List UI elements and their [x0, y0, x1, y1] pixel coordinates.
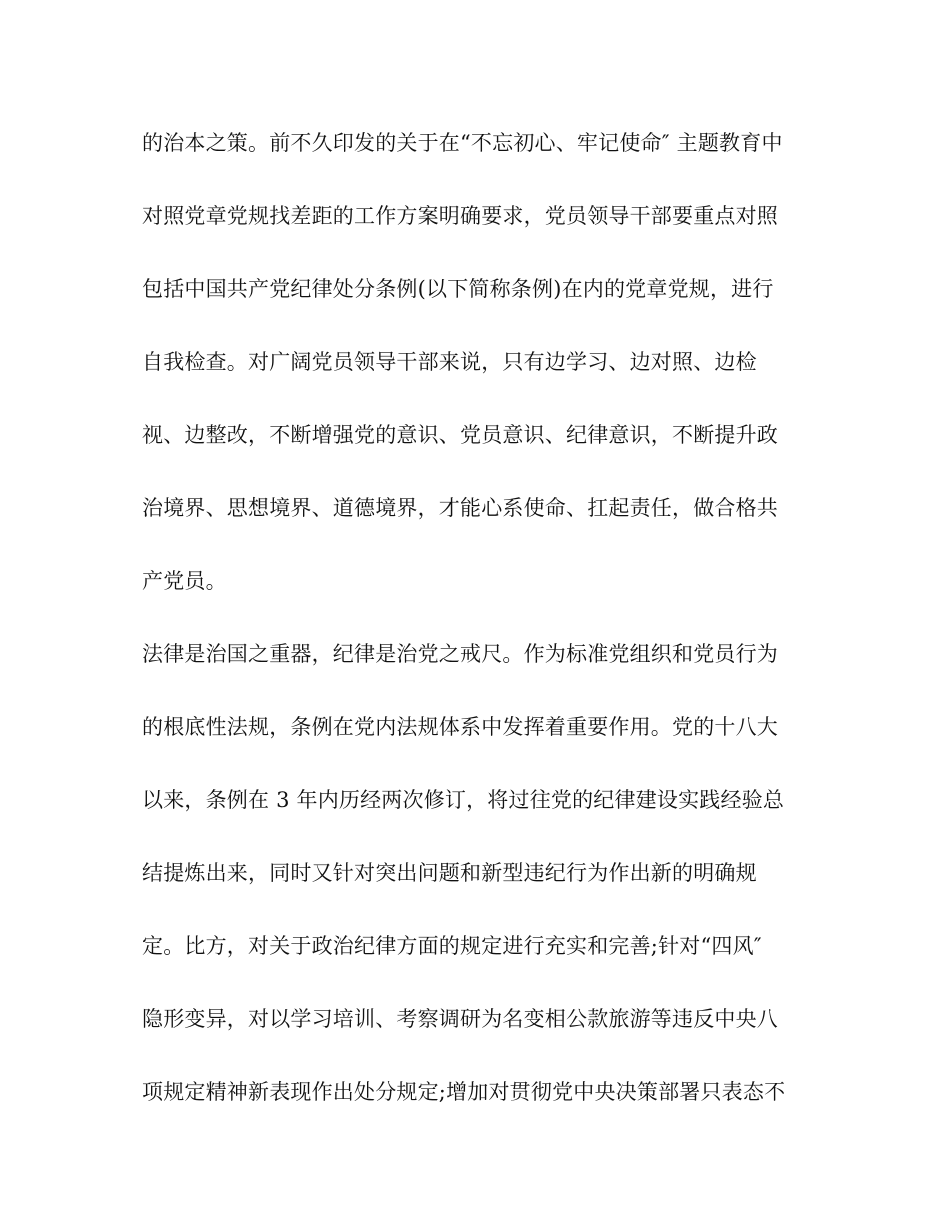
text-line-1: 的治本之策。前不久印发的关于在“不忘初心、牢记使命″ 主题教育中 — [142, 131, 783, 155]
text-line-12: 定。比方，对关于政治纪律方面的规定进行充实和完善;针对“四风″ — [142, 934, 762, 958]
text-line-2: 对照党章党规找差距的工作方案明确要求，党员领导干部要重点对照 — [142, 204, 778, 228]
text-line-13: 隐形变异，对以学习培训、考察调研为名变相公款旅游等违反中央八 — [142, 1007, 778, 1031]
text-line-14: 项规定精神新表现作出处分规定;增加对贯彻党中央决策部署只表态不 — [142, 1080, 786, 1104]
text-line-5: 视、边整改，不断增强党的意识、党员意识、纪律意识，不断提升政 — [142, 423, 778, 447]
text-line-4: 自我检查。对广阔党员领导干部来说，只有边学习、边对照、边检 — [142, 350, 757, 374]
text-line-7: 产党员。 — [142, 569, 227, 593]
text-line-6: 治境界、思想境界、道德境界，才能心系使命、扛起责任，做合格共 — [142, 496, 778, 520]
text-line-8: 法律是治国之重器，纪律是治党之戒尺。作为标准党组织和党员行为 — [142, 642, 778, 666]
text-line-10: 以来，条例在 3 年内历经两次修订，将过往党的纪律建设实践经验总 — [142, 788, 785, 812]
text-line-3: 包括中国共产党纪律处分条例(以下简称条例)在内的党章党规，进行 — [142, 277, 774, 301]
text-line-9: 的根底性法规，条例在党内法规体系中发挥着重要作用。党的十八大 — [142, 715, 778, 739]
text-line-11: 结提炼出来，同时又针对突出问题和新型违纪行为作出新的明确规 — [142, 861, 757, 885]
